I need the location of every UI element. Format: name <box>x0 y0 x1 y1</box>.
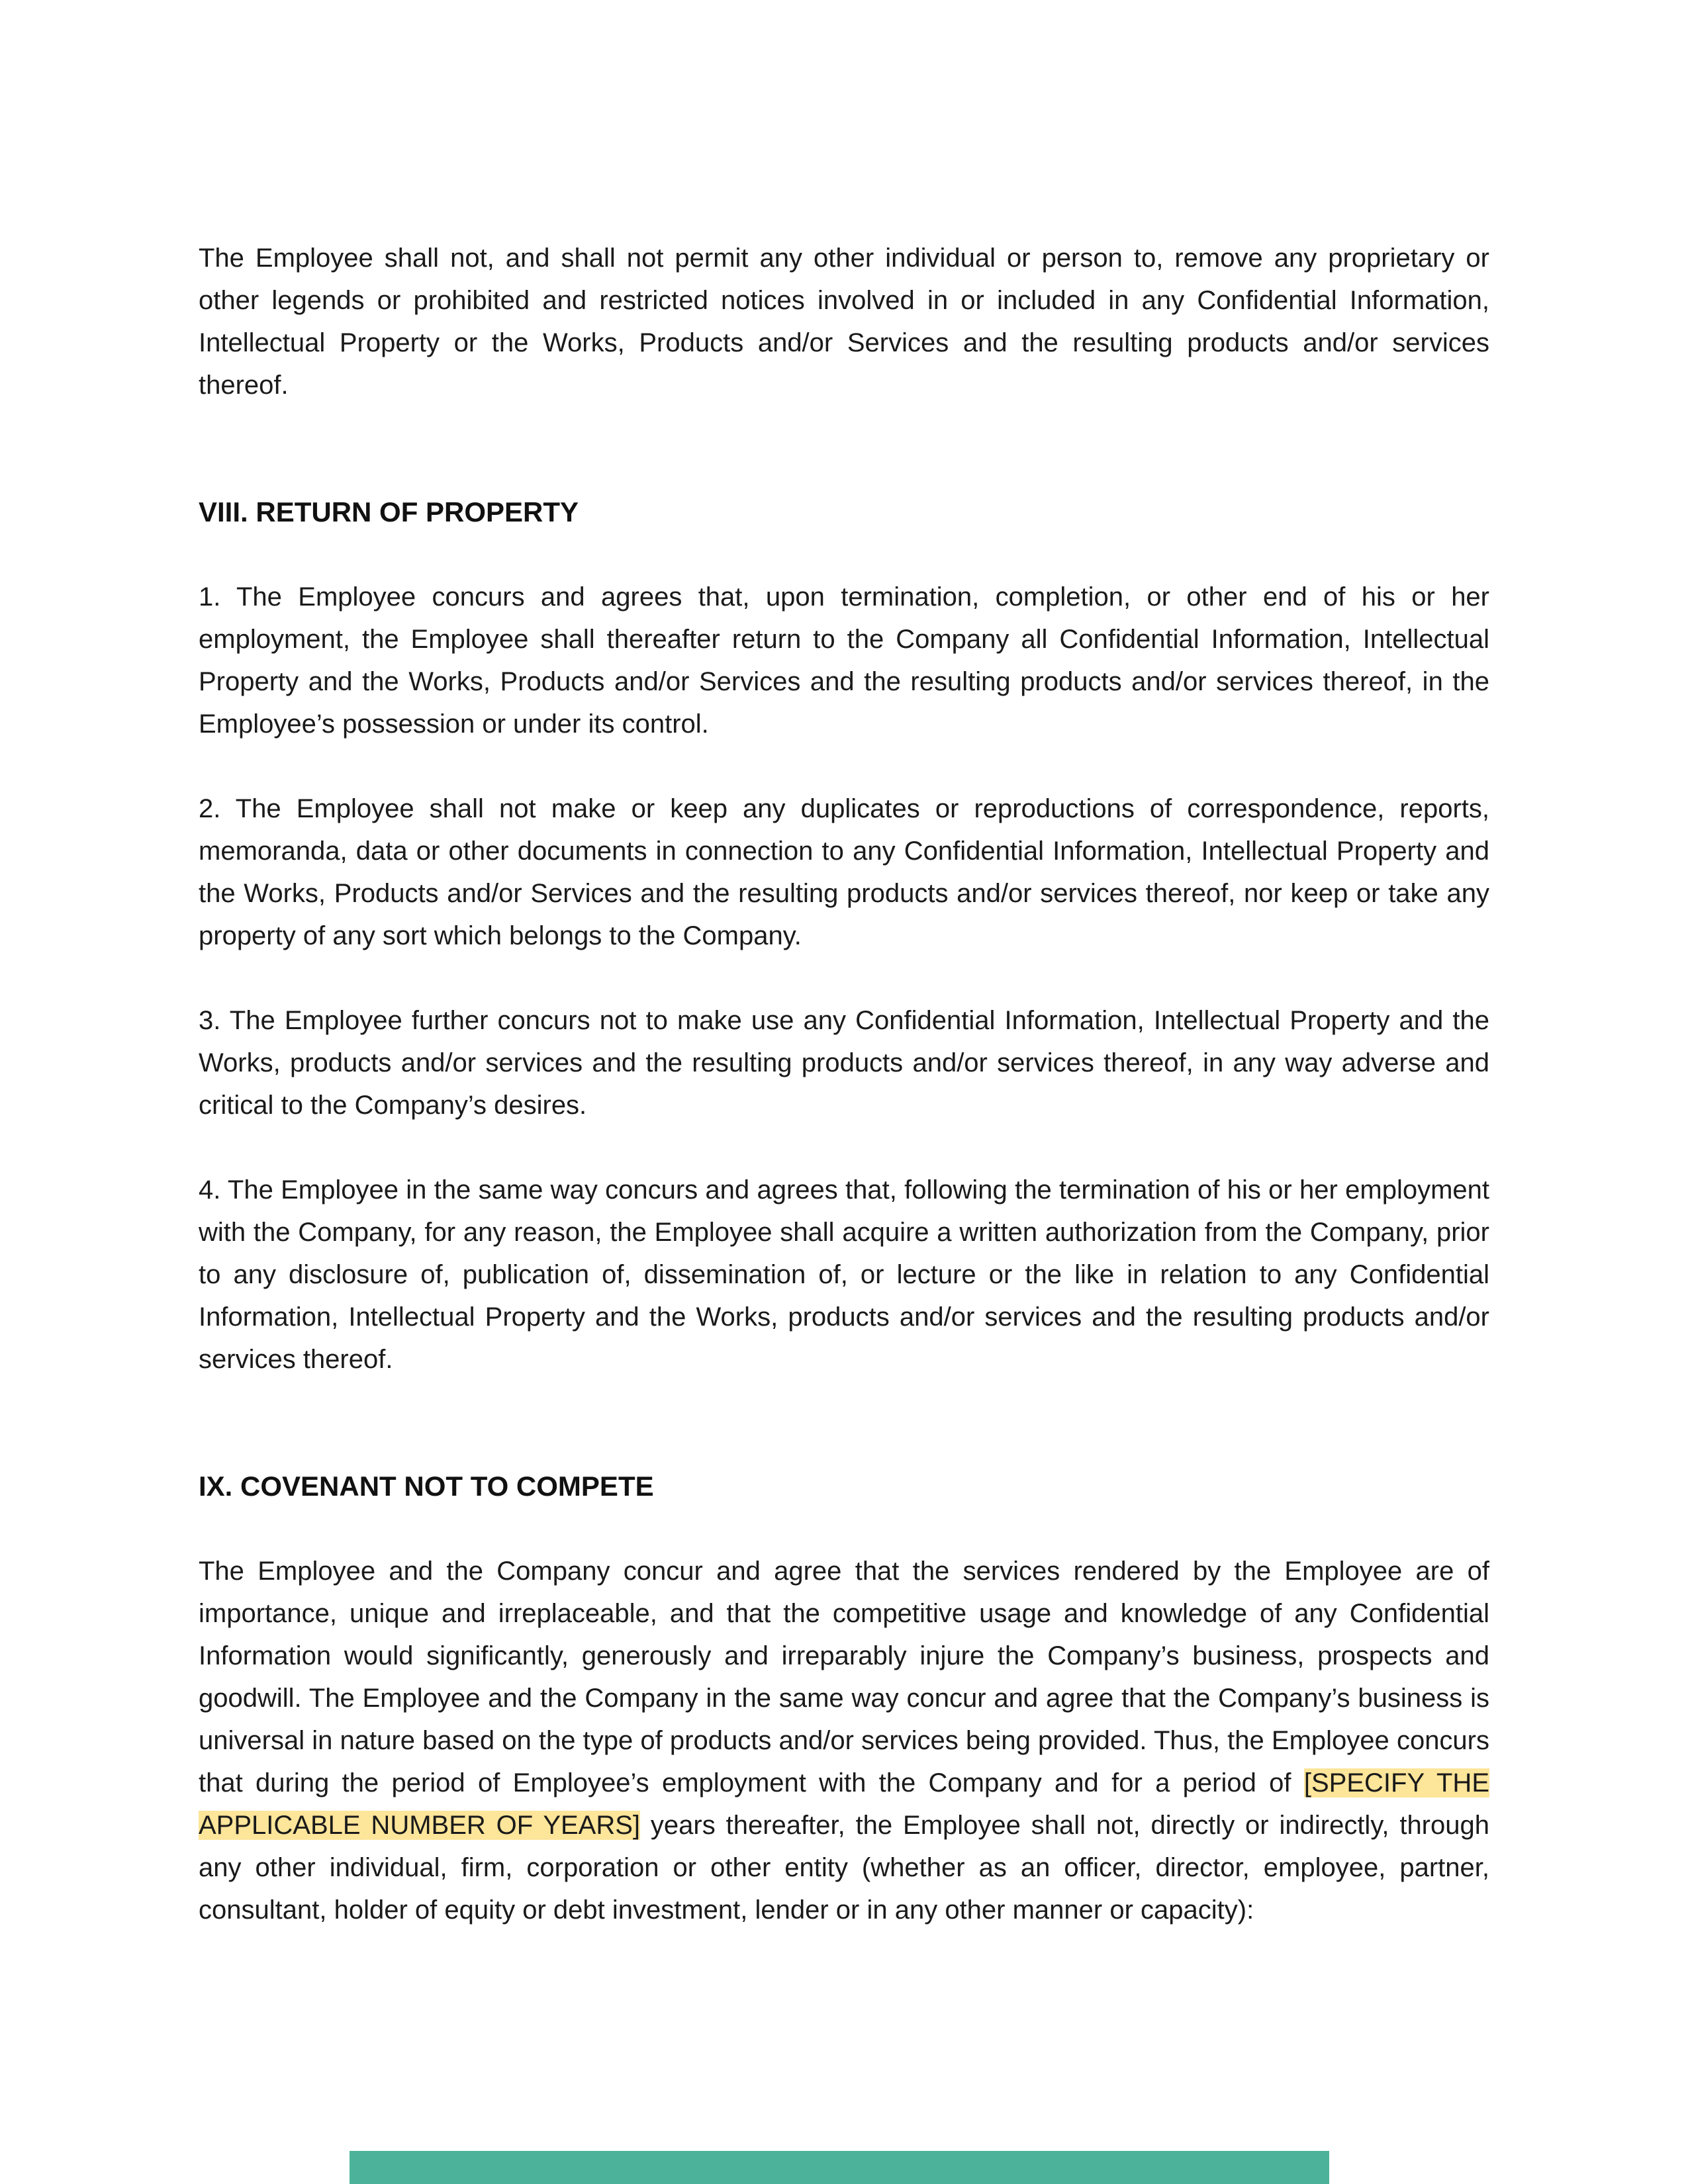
intro-paragraph: The Employee shall not, and shall not permit any other individual or person to, remove any proprietary or other legends or prohibited and restricted notices involved in or included in any Confidential Information, Intellectual Property or the Works, Products and/or Services and the resulting products and/or services thereof. <box>199 244 1489 400</box>
section-viii-heading: VIII. RETURN OF PROPERTY <box>199 496 579 527</box>
spacer <box>199 745 1489 788</box>
footer-accent-bar <box>350 2151 1329 2184</box>
spacer <box>199 957 1489 999</box>
spacer <box>199 1126 1489 1169</box>
section-viii-item-1: 1. The Employee concurs and agrees that, upon termination, completion, or other end of his or her employment, the Employee shall thereafter return to the Company all Confidential Information, Intellectual Property and the Works, Products and/or Services and the resulting products and/or services thereof, in the Employee’s possession or under its control. <box>199 582 1489 739</box>
section-ix-text-before: The Employee and the Company concur and agree that the services rendered by the Employee are of importance, unique and irreplaceable, and that the competitive usage and knowledge of any Confidential Information would significantly, generously and irreparably injure the Company’s business, prospects and goodwill. The Employee and the Company in the same way concur and agree that the Company’s business is universal in nature based on the type of products and/or services being provided. Thus, the Employee concurs that during the period of Employee’s employment with the Company and for a period of <box>199 1557 1489 1797</box>
section-viii-item-3: 3. The Employee further concurs not to make use any Confidential Information, Intellectual Property and the Works, products and/or services and the resulting products and/or services thereof, in any way adverse and critical to the Company’s desires. <box>199 1006 1489 1120</box>
section-viii-item-4: 4. The Employee in the same way concurs and agrees that, following the termination of his or her employment with the Company, for any reason, the Employee shall acquire a written authorization from the Company, prior to any disclosure of, publication of, dissemination of, or lecture or the like in relation to any Confidential Information, Intellectual Property and the Works, products and/or services and the resulting products and/or services thereof. <box>199 1175 1489 1374</box>
section-ix-paragraph <box>199 1550 1489 1931</box>
years-placeholder-highlight[interactable]: [SPECIFY THE APPLICABLE NUMBER OF YEARS] <box>199 1768 1489 1840</box>
document-page <box>199 237 1489 1931</box>
section-ix-heading: IX. COVENANT NOT TO COMPETE <box>199 1471 654 1502</box>
spacer <box>199 1381 1489 1465</box>
spacer <box>199 1508 1489 1550</box>
section-ix-text-after: years thereafter, the Employee shall not, directly or indirectly, through any other individual, firm, corporation or other entity (whether as an officer, director, employee, partner, consultant, holder of equity or debt investment, lender or in any other manner or capacity): <box>199 1811 1489 1925</box>
section-viii-item-2: 2. The Employee shall not make or keep any duplicates or reproductions of correspondence, reports, memoranda, data or other documents in connection to any Confidential Information, Intellectual Property and the Works, Products and/or Services and the resulting products and/or services thereof, nor keep or take any property of any sort which belongs to the Company. <box>199 794 1489 950</box>
spacer <box>199 533 1489 576</box>
spacer <box>199 406 1489 491</box>
